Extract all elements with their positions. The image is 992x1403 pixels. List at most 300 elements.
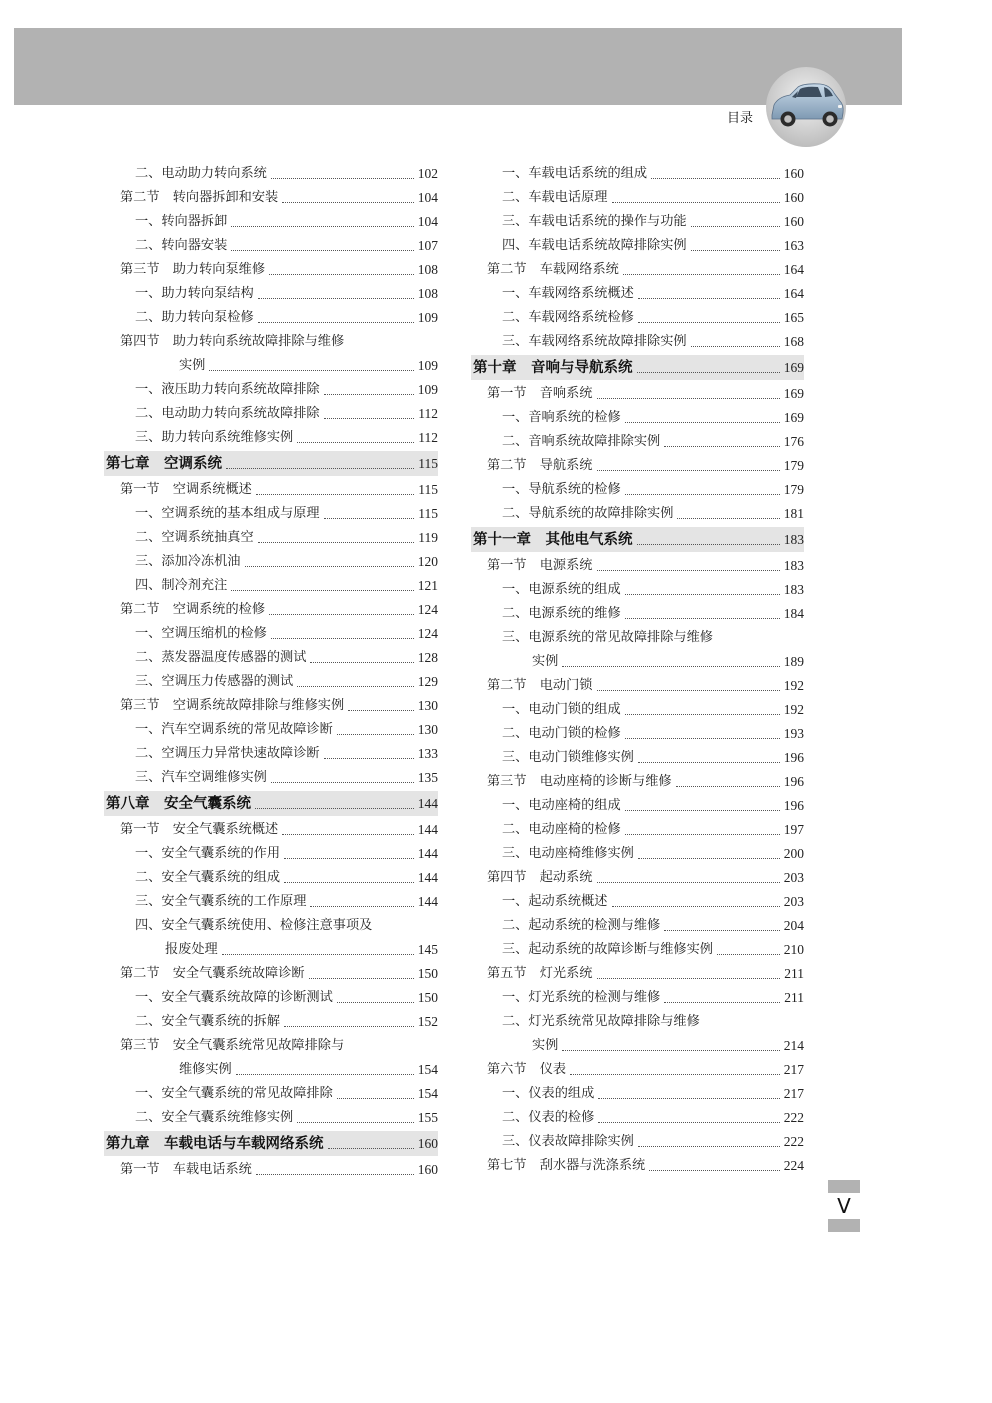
toc-section	[471, 454, 804, 478]
toc-label: 二、车载网络系统检修	[502, 310, 634, 325]
leader-dots	[597, 882, 780, 883]
toc-page-number: 129	[417, 674, 438, 689]
leader-dots	[637, 372, 780, 373]
leader-dots	[271, 638, 414, 639]
toc-label: 第十一章 其他电气系统	[473, 532, 633, 548]
toc-label: 一、汽车空调系统的常见故障诊断	[135, 722, 333, 737]
toc-column-right	[471, 162, 804, 1178]
toc-item	[471, 406, 804, 430]
toc-label: 第四节 助力转向系统故障排除与维修	[120, 334, 345, 349]
toc-page-number: 130	[417, 698, 438, 713]
leader-dots	[269, 274, 414, 275]
toc-page-number: 176	[783, 434, 804, 449]
toc-page-number: 109	[417, 382, 438, 397]
toc-label: 二、灯光系统常见故障排除与维修	[502, 1014, 700, 1029]
toc-item	[471, 890, 804, 914]
toc-item	[471, 234, 804, 258]
toc-page-number: 192	[783, 678, 804, 693]
leader-dots	[284, 882, 414, 883]
toc-item	[471, 818, 804, 842]
toc-item	[104, 306, 438, 330]
toc-page-number: 160	[417, 1162, 438, 1177]
toc-label: 一、电源系统的组成	[502, 582, 621, 597]
toc-column-left	[104, 162, 438, 1182]
toc-section	[471, 674, 804, 698]
toc-page-number: 217	[783, 1062, 804, 1077]
toc-item	[104, 526, 438, 550]
leader-dots	[625, 618, 780, 619]
toc-page-number: 115	[418, 506, 438, 521]
leader-dots	[562, 666, 779, 667]
toc-label: 三、起动系统的故障诊断与维修实例	[502, 942, 713, 957]
toc-item	[104, 890, 438, 914]
leader-dots	[649, 1170, 780, 1171]
leader-dots	[612, 202, 780, 203]
toc-chapter	[104, 791, 438, 816]
toc-page-number: 163	[783, 238, 804, 253]
leader-dots	[258, 322, 414, 323]
leader-dots	[297, 1122, 414, 1123]
leader-dots	[597, 690, 780, 691]
leader-dots	[269, 614, 414, 615]
toc-label: 三、仪表故障排除实例	[502, 1134, 634, 1149]
leader-dots	[309, 978, 414, 979]
toc-page-number: 144	[417, 894, 438, 909]
toc-page-number: 121	[417, 578, 438, 593]
toc-item	[471, 938, 804, 962]
toc-item	[471, 306, 804, 330]
leader-dots	[691, 250, 780, 251]
leader-dots	[324, 418, 415, 419]
toc-continuation	[104, 938, 438, 962]
leader-dots	[664, 930, 780, 931]
leader-dots	[337, 1002, 414, 1003]
toc-item	[471, 502, 804, 526]
leader-dots	[625, 714, 780, 715]
leader-dots	[209, 370, 413, 371]
toc-label: 第二节 电动门锁	[487, 678, 593, 693]
toc-item	[104, 234, 438, 258]
toc-label: 三、安全气囊系统的工作原理	[135, 894, 307, 909]
leader-dots	[337, 1098, 414, 1099]
toc-page-number: 154	[417, 1086, 438, 1101]
toc-item	[104, 426, 438, 450]
toc-page-number: 189	[783, 654, 804, 669]
toc-section	[104, 330, 438, 354]
toc-page-number: 203	[783, 870, 804, 885]
leader-dots	[324, 518, 415, 519]
toc-page-number: 224	[783, 1158, 804, 1173]
toc-section	[471, 1154, 804, 1178]
leader-dots	[637, 544, 780, 545]
leader-dots	[638, 322, 780, 323]
toc-label: 第七节 刮水器与洗涤系统	[487, 1158, 646, 1173]
toc-label: 报废处理	[165, 942, 218, 957]
toc-label: 第二节 转向器拆卸和安装	[120, 190, 279, 205]
toc-label: 一、车载电话系统的组成	[502, 166, 648, 181]
toc-page-number: 135	[417, 770, 438, 785]
leader-dots	[597, 978, 781, 979]
toc-section	[104, 1034, 438, 1058]
toc-item	[104, 1010, 438, 1034]
toc-item	[471, 842, 804, 866]
toc-item	[471, 914, 804, 938]
toc-item	[471, 186, 804, 210]
toc-label: 二、起动系统的检测与维修	[502, 918, 661, 933]
header-title: 目录	[727, 111, 754, 126]
toc-page-number: 169	[783, 360, 804, 375]
toc-label: 第四节 起动系统	[487, 870, 593, 885]
toc-page-number: 169	[783, 410, 804, 425]
toc-continuation	[471, 650, 804, 674]
toc-item	[471, 478, 804, 502]
toc-section	[471, 962, 804, 986]
leader-dots	[255, 808, 414, 809]
toc-label: 三、车载电话系统的操作与功能	[502, 214, 687, 229]
toc-label: 第一节 空调系统概述	[120, 482, 252, 497]
toc-label: 第三节 安全气囊系统常见故障排除与	[120, 1038, 345, 1053]
toc-label: 一、导航系统的检修	[502, 482, 621, 497]
toc-label: 第二节 导航系统	[487, 458, 593, 473]
toc-label: 二、电动助力转向系统	[135, 166, 267, 181]
leader-dots	[651, 178, 780, 179]
leader-dots	[297, 686, 414, 687]
page-number: V	[837, 1194, 851, 1218]
page-number-tab	[828, 1180, 860, 1232]
toc-page-number: 160	[783, 190, 804, 205]
toc-label: 实例	[532, 654, 559, 669]
leader-dots	[310, 662, 413, 663]
toc-label: 三、汽车空调维修实例	[135, 770, 267, 785]
toc-item	[104, 914, 438, 938]
toc-item	[471, 986, 804, 1010]
toc-page-number: 165	[783, 310, 804, 325]
toc-label: 一、仪表的组成	[502, 1086, 595, 1101]
toc-item	[104, 378, 438, 402]
toc-label: 二、空调压力异常快速故障诊断	[135, 746, 320, 761]
toc-label: 一、液压助力转向系统故障排除	[135, 382, 320, 397]
toc-label: 四、车载电话系统故障排除实例	[502, 238, 687, 253]
toc-page-number: 115	[418, 456, 438, 471]
toc-label: 三、添加冷冻机油	[135, 554, 241, 569]
leader-dots	[638, 858, 780, 859]
toc-page-number: 104	[417, 214, 438, 229]
toc-label: 第一节 电源系统	[487, 558, 593, 573]
leader-dots	[570, 1074, 780, 1075]
toc-page-number: 196	[783, 750, 804, 765]
toc-chapter	[471, 355, 804, 380]
toc-page-number: 115	[418, 482, 438, 497]
leader-dots	[677, 518, 779, 519]
toc-page-number: 109	[417, 310, 438, 325]
toc-label: 第二节 安全气囊系统故障诊断	[120, 966, 305, 981]
toc-label: 二、蒸发器温度传感器的测试	[135, 650, 307, 665]
toc-label: 二、安全气囊系统的组成	[135, 870, 281, 885]
toc-page-number: 104	[417, 190, 438, 205]
toc-item	[104, 502, 438, 526]
toc-item	[104, 670, 438, 694]
toc-item	[471, 698, 804, 722]
toc-label: 二、空调系统抽真空	[135, 530, 254, 545]
toc-label: 第一节 安全气囊系统概述	[120, 822, 279, 837]
leader-dots	[664, 1002, 780, 1003]
toc-item	[104, 550, 438, 574]
toc-label: 第十章 音响与导航系统	[473, 360, 633, 376]
leader-dots	[245, 566, 414, 567]
toc-item	[104, 402, 438, 426]
leader-dots	[625, 594, 780, 595]
toc-item	[104, 210, 438, 234]
toc-page-number: 144	[417, 822, 438, 837]
toc-page-number: 183	[783, 558, 804, 573]
toc-page-number: 144	[417, 796, 438, 811]
toc-page-number: 196	[783, 798, 804, 813]
leader-dots	[324, 394, 414, 395]
toc-page-number: 133	[417, 746, 438, 761]
toc-label: 一、安全气囊系统的作用	[135, 846, 281, 861]
toc-item	[104, 718, 438, 742]
toc-page-number: 160	[417, 1136, 438, 1151]
toc-page-number: 109	[417, 358, 438, 373]
toc-item	[104, 282, 438, 306]
toc-label: 实例	[179, 358, 206, 373]
toc-page-number: 179	[783, 458, 804, 473]
toc-item	[104, 622, 438, 646]
toc-chapter	[471, 527, 804, 552]
leader-dots	[676, 786, 780, 787]
toc-page-number: 197	[783, 822, 804, 837]
toc-item	[471, 626, 804, 650]
toc-item	[104, 766, 438, 790]
leader-dots	[664, 446, 780, 447]
leader-dots	[597, 470, 780, 471]
toc-label: 第一节 音响系统	[487, 386, 593, 401]
toc-label: 二、音响系统故障排除实例	[502, 434, 661, 449]
toc-item	[104, 742, 438, 766]
toc-page-number: 168	[783, 334, 804, 349]
toc-page-number: 112	[418, 430, 438, 445]
leader-dots	[284, 858, 414, 859]
toc-section	[471, 1058, 804, 1082]
toc-label: 二、车载电话原理	[502, 190, 608, 205]
leader-dots	[348, 710, 414, 711]
toc-page-number: 203	[783, 894, 804, 909]
leader-dots	[282, 834, 414, 835]
toc-label: 一、起动系统概述	[502, 894, 608, 909]
toc-item	[471, 1010, 804, 1034]
toc-page-number: 183	[783, 532, 804, 547]
toc-page-number: 150	[417, 990, 438, 1005]
toc-label: 一、音响系统的检修	[502, 410, 621, 425]
toc-item	[471, 602, 804, 626]
leader-dots	[598, 1098, 779, 1099]
toc-page-number: 108	[417, 262, 438, 277]
toc-page-number: 112	[418, 406, 438, 421]
toc-page-number: 211	[784, 966, 804, 981]
toc-label: 一、转向器拆卸	[135, 214, 228, 229]
toc-label: 第七章 空调系统	[106, 456, 222, 472]
toc-label: 第五节 灯光系统	[487, 966, 593, 981]
toc-label: 四、安全气囊系统使用、检修注意事项及	[135, 918, 373, 933]
toc-page-number: 179	[783, 482, 804, 497]
toc-page-number: 214	[783, 1038, 804, 1053]
page-tab-bar-bottom	[828, 1219, 860, 1232]
leader-dots	[337, 734, 414, 735]
toc-label: 三、电源系统的常见故障排除与维修	[502, 630, 713, 645]
toc-page-number: 124	[417, 602, 438, 617]
toc-item	[104, 986, 438, 1010]
toc-label: 二、电动座椅的检修	[502, 822, 621, 837]
toc-item	[471, 210, 804, 234]
toc-page-number: 164	[783, 262, 804, 277]
leader-dots	[625, 810, 780, 811]
toc-page-number: 144	[417, 846, 438, 861]
toc-label: 第一节 车载电话系统	[120, 1162, 252, 1177]
toc-page-number: 102	[417, 166, 438, 181]
toc-page-number: 169	[783, 386, 804, 401]
leader-dots	[258, 542, 415, 543]
toc-label: 三、空调压力传感器的测试	[135, 674, 294, 689]
leader-dots	[256, 1174, 414, 1175]
toc-page-number: 193	[783, 726, 804, 741]
toc-label: 二、电源系统的维修	[502, 606, 621, 621]
toc-label: 三、电动座椅维修实例	[502, 846, 634, 861]
toc-page-number: 181	[783, 506, 804, 521]
toc-label: 三、助力转向系统维修实例	[135, 430, 294, 445]
toc-label: 二、仪表的检修	[502, 1110, 595, 1125]
toc-section	[104, 598, 438, 622]
leader-dots	[638, 1146, 780, 1147]
toc-item	[471, 1082, 804, 1106]
toc-item	[471, 430, 804, 454]
leader-dots	[258, 298, 414, 299]
toc-continuation	[104, 354, 438, 378]
toc-item	[104, 574, 438, 598]
toc-label: 一、电动门锁的组成	[502, 702, 621, 717]
leader-dots	[256, 494, 414, 495]
toc-item	[104, 1106, 438, 1130]
toc-label: 第三节 空调系统故障排除与维修实例	[120, 698, 345, 713]
toc-label: 二、安全气囊系统的拆解	[135, 1014, 281, 1029]
toc-page-number: 144	[417, 870, 438, 885]
toc-section	[104, 694, 438, 718]
toc-page-number: 119	[418, 530, 438, 545]
leader-dots	[625, 494, 780, 495]
toc-section	[471, 770, 804, 794]
toc-page-number: 196	[783, 774, 804, 789]
toc-item	[471, 722, 804, 746]
toc-item	[104, 866, 438, 890]
leader-dots	[236, 1074, 414, 1075]
toc-item	[104, 162, 438, 186]
toc-page-number: 184	[783, 606, 804, 621]
toc-page-number: 200	[783, 846, 804, 861]
toc-page-number: 160	[783, 166, 804, 181]
toc-page-number: 152	[417, 1014, 438, 1029]
toc-page-number: 107	[417, 238, 438, 253]
toc-label: 一、灯光系统的检测与维修	[502, 990, 661, 1005]
toc-label: 二、转向器安装	[135, 238, 228, 253]
toc-page-number: 192	[783, 702, 804, 717]
toc-label: 一、车载网络系统概述	[502, 286, 634, 301]
leader-dots	[297, 442, 414, 443]
leader-dots	[282, 202, 414, 203]
leader-dots	[222, 954, 414, 955]
toc-page-number: 108	[417, 286, 438, 301]
toc-page-number: 164	[783, 286, 804, 301]
leader-dots	[271, 178, 414, 179]
page-tab-bar-top	[828, 1180, 860, 1193]
leader-dots	[284, 1026, 414, 1027]
toc-item	[471, 578, 804, 602]
leader-dots	[691, 346, 780, 347]
toc-label: 第二节 空调系统的检修	[120, 602, 266, 617]
toc-page-number: 130	[417, 722, 438, 737]
toc-continuation	[471, 1034, 804, 1058]
toc-label: 第八章 安全气囊系统	[106, 796, 251, 812]
toc-label: 一、助力转向泵结构	[135, 286, 254, 301]
leader-dots	[638, 298, 780, 299]
toc-page-number: 150	[417, 966, 438, 981]
toc-page-number: 160	[783, 214, 804, 229]
toc-page-number: 124	[417, 626, 438, 641]
toc-chapter	[104, 451, 438, 476]
car-icon	[764, 67, 848, 147]
toc-item	[471, 162, 804, 186]
leader-dots	[324, 758, 414, 759]
toc-item	[104, 646, 438, 670]
toc-label: 二、电动门锁的检修	[502, 726, 621, 741]
leader-dots	[226, 468, 414, 469]
toc-page-number: 155	[417, 1110, 438, 1125]
toc-label: 一、安全气囊系统故障的诊断测试	[135, 990, 333, 1005]
leader-dots	[310, 906, 413, 907]
leader-dots	[597, 398, 780, 399]
toc-label: 第三节 电动座椅的诊断与维修	[487, 774, 672, 789]
leader-dots	[562, 1050, 779, 1051]
leader-dots	[625, 422, 780, 423]
toc-page-number: 120	[417, 554, 438, 569]
leader-dots	[597, 570, 780, 571]
toc-item	[471, 1106, 804, 1130]
toc-label: 三、电动门锁维修实例	[502, 750, 634, 765]
leader-dots	[271, 782, 414, 783]
toc-page-number: 183	[783, 582, 804, 597]
toc-label: 一、电动座椅的组成	[502, 798, 621, 813]
toc-page-number: 145	[417, 942, 438, 957]
leader-dots	[231, 250, 413, 251]
leader-dots	[638, 762, 780, 763]
toc-label: 一、空调系统的基本组成与原理	[135, 506, 320, 521]
toc-section	[104, 258, 438, 282]
toc-label: 二、安全气囊系统维修实例	[135, 1110, 294, 1125]
leader-dots	[717, 954, 780, 955]
toc-item	[471, 282, 804, 306]
toc-page-number: 217	[783, 1086, 804, 1101]
toc-label: 二、电动助力转向系统故障排除	[135, 406, 320, 421]
toc-label: 四、制冷剂充注	[135, 578, 228, 593]
toc-label: 一、安全气囊系统的常见故障排除	[135, 1086, 333, 1101]
toc-label: 二、助力转向泵检修	[135, 310, 254, 325]
toc-label: 第九章 车载电话与车载网络系统	[106, 1136, 324, 1152]
toc-page-number: 222	[783, 1110, 804, 1125]
toc-section	[471, 866, 804, 890]
toc-chapter	[104, 1131, 438, 1156]
toc-label: 第二节 车载网络系统	[487, 262, 619, 277]
leader-dots	[691, 226, 780, 227]
toc-section	[471, 554, 804, 578]
toc-item	[471, 794, 804, 818]
